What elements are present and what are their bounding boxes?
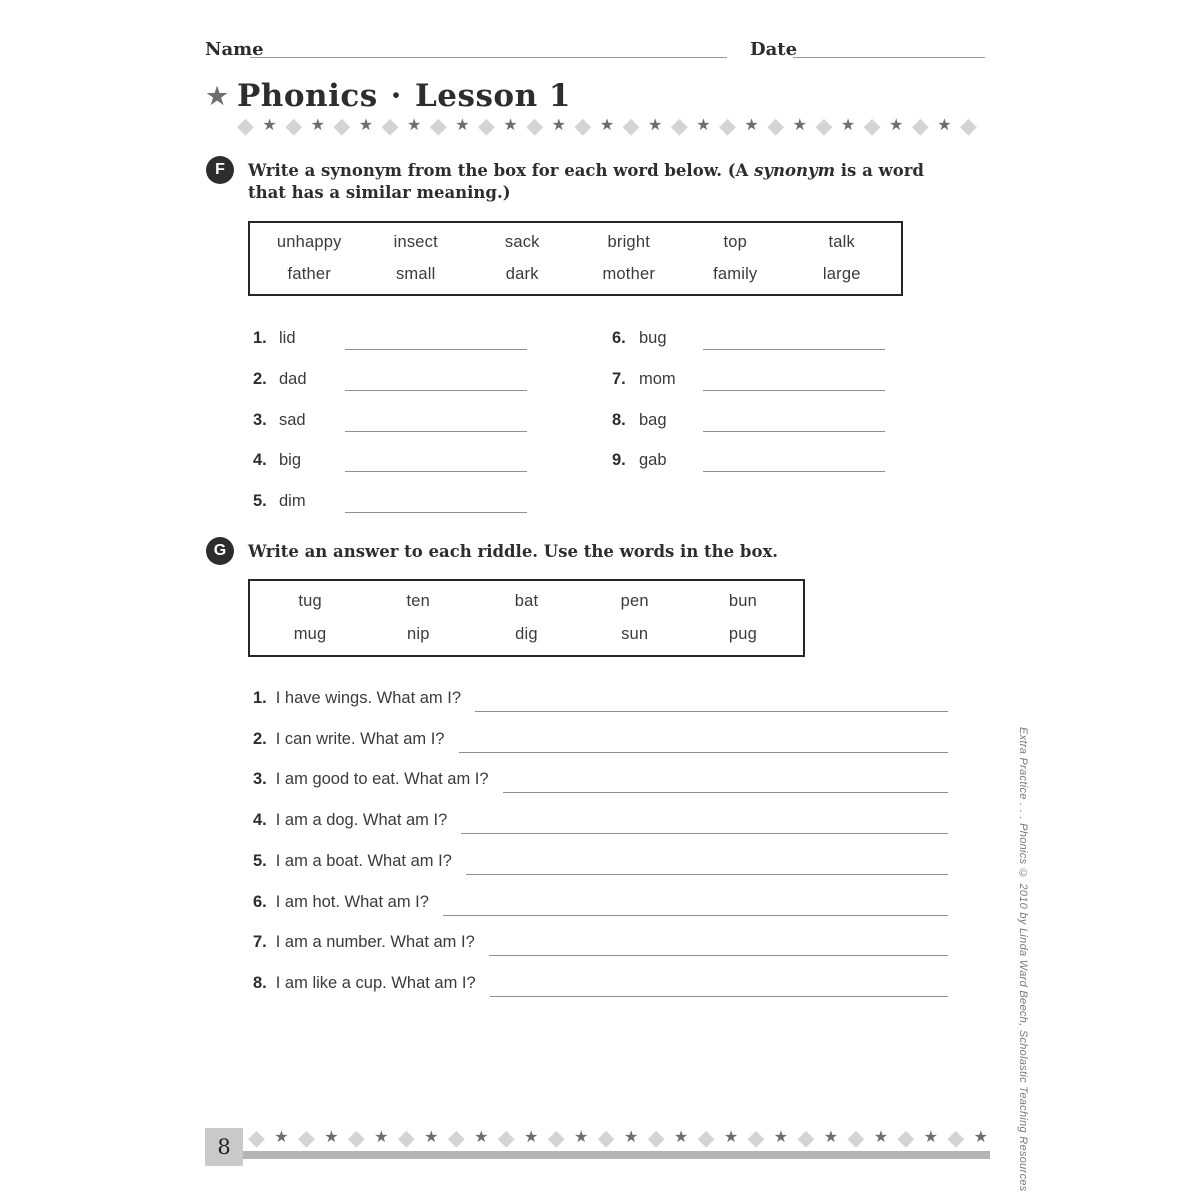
word-box-cell: bat [514,592,539,610]
diamond-icon: ◆ [237,113,254,138]
answer-blank-line [703,411,885,432]
word-box-cell: ten [406,592,431,610]
instruction-italic-word: synonym [754,161,836,180]
star-icon: ★ [551,117,566,134]
answer-blank-line [345,370,527,391]
word-box-cell: talk [828,233,855,252]
riddle-number: 2. [253,730,267,748]
diamond-icon: ◆ [285,113,303,138]
title-decor-row [237,114,977,138]
star-icon: ★ [310,117,325,134]
answer-blank-line [461,814,948,834]
item-word: bag [639,411,667,429]
answer-blank-line [345,411,527,432]
diamond-icon: ◆ [478,113,495,138]
diamond-icon: ◆ [863,113,881,138]
diamond-icon: ◆ [911,113,929,138]
copyright-credit: Extra Practice . . . Phonics © 2010 by Linda Ward Beech, Scholastic Teaching Resources [1017,727,1029,1192]
star-icon: ★ [723,1129,739,1146]
section-f-items-left [253,329,533,539]
item-number: 7. [612,370,626,388]
word-box-cell: unhappy [276,233,342,252]
word-box-cell: father [287,264,331,283]
diamond-icon: ◆ [381,113,399,138]
answer-blank-line [345,492,527,513]
synonym-item [612,451,892,473]
riddle-item [253,730,948,753]
footer-bar [243,1151,990,1159]
riddle-text: I am good to eat. What am I? [275,770,489,788]
word-box-cell: pug [728,625,757,643]
page-title [237,78,571,114]
section-f-items-right [612,329,892,499]
star-icon: ★ [324,1129,339,1146]
word-box-cell: dig [515,625,538,643]
answer-blank-line [703,451,885,472]
diamond-icon: ◆ [647,1125,665,1150]
star-icon: ★ [407,117,422,134]
item-number: 2. [253,370,267,388]
riddle-item [253,974,948,997]
star-icon: ★ [374,1129,389,1146]
riddle-item [253,689,948,712]
item-word: lid [279,329,296,347]
diamond-icon: ◆ [719,113,736,138]
title-star-icon: ★ [205,81,230,111]
star-icon: ★ [840,117,856,134]
synonym-item [612,329,892,351]
diamond-icon: ◆ [897,1125,915,1150]
diamond-icon: ◆ [815,113,833,138]
riddle-item [253,811,948,834]
answer-blank-line [345,451,527,472]
answer-blank-line [489,936,948,956]
diamond-icon: ◆ [547,1125,565,1150]
star-icon: ★ [358,117,374,134]
answer-blank-line [703,329,885,350]
riddle-number: 6. [253,893,267,911]
star-icon: ★ [696,117,711,134]
answer-blank-line [503,773,948,793]
riddle-number: 7. [253,933,267,951]
diamond-icon: ◆ [447,1125,465,1150]
word-box-cell: insect [393,233,438,252]
item-word: sad [279,411,306,429]
item-number: 5. [253,492,267,510]
star-icon: ★ [503,117,518,134]
diamond-icon: ◆ [960,113,977,138]
diamond-icon: ◆ [697,1125,715,1150]
item-number: 9. [612,451,626,469]
word-box-cell: bright [607,233,650,252]
section-g-word-box [248,579,805,657]
section-f-instruction [248,160,933,204]
answer-blank-line [345,329,527,350]
answer-blank-line [466,855,948,875]
star-icon: ★ [599,117,615,134]
item-number: 8. [612,411,626,429]
star-icon: ★ [474,1129,489,1146]
item-word: dim [279,492,306,510]
section-f-word-box [248,221,903,296]
footer-decor-row [248,1126,988,1150]
diamond-icon: ◆ [347,1125,365,1150]
synonym-item [253,451,533,473]
diamond-icon: ◆ [574,113,592,138]
diamond-icon: ◆ [597,1125,615,1150]
star-icon: ★ [792,117,807,134]
diamond-icon: ◆ [947,1125,965,1150]
word-box-cell: sack [504,233,540,252]
title-lesson: Lesson 1 [414,78,571,114]
item-word: gab [639,451,667,469]
riddle-item [253,933,948,956]
diamond-icon: ◆ [333,113,351,138]
star-icon: ★ [262,117,277,134]
riddle-item [253,893,948,916]
word-box-cell: top [723,233,748,252]
riddle-text: I am a number. What am I? [275,933,475,951]
diamond-icon: ◆ [767,113,785,138]
section-g-badge: G [206,537,234,565]
word-box-cell: small [395,264,436,283]
riddle-number: 5. [253,852,267,870]
date-write-in-line [793,40,985,58]
word-box-cell: bun [728,592,757,610]
diamond-icon: ◆ [497,1125,515,1150]
diamond-icon: ◆ [397,1125,415,1150]
riddle-text: I am a dog. What am I? [275,811,448,829]
synonym-item [253,370,533,392]
star-icon: ★ [648,117,663,134]
word-box-cell: tug [298,592,322,610]
answer-blank-line [703,370,885,391]
riddle-item [253,852,948,875]
word-box-cell: mother [602,264,656,283]
synonym-item [253,329,533,351]
item-number: 3. [253,411,267,429]
answer-blank-line [443,896,948,916]
instruction-text: is a word that has a similar meaning.) [248,161,924,202]
word-box-cell: family [713,264,758,283]
date-label: Date [750,39,798,60]
star-icon: ★ [889,117,904,134]
riddle-text: I have wings. What am I? [275,689,462,707]
synonym-item [253,411,533,433]
star-icon: ★ [823,1129,839,1146]
item-word: big [279,451,302,469]
riddle-item [253,770,948,793]
synonym-item [612,411,892,433]
diamond-icon: ◆ [248,1125,265,1150]
star-icon: ★ [923,1129,938,1146]
riddle-text: I am like a cup. What am I? [275,974,476,992]
answer-blank-line [459,733,949,753]
item-number: 6. [612,329,626,347]
diamond-icon: ◆ [622,113,640,138]
instruction-text: Write a synonym from the box for each word below. (A [248,161,755,180]
riddle-number: 3. [253,770,267,788]
star-icon: ★ [573,1129,589,1146]
page-number: 8 [205,1128,243,1166]
title-separator-dot: · [390,78,402,114]
word-box-cell: sun [621,625,649,643]
synonym-item [612,370,892,392]
star-icon: ★ [524,1129,539,1146]
title-phonics: Phonics [237,78,378,114]
diamond-icon: ◆ [847,1125,865,1150]
star-icon: ★ [744,117,759,134]
word-box-cell: mug [293,625,327,643]
answer-blank-line [490,977,948,997]
item-number: 4. [253,451,267,469]
star-icon: ★ [623,1129,639,1146]
star-icon: ★ [937,117,952,134]
star-icon: ★ [873,1129,889,1146]
star-icon: ★ [673,1129,689,1146]
name-label: Name [205,39,264,60]
star-icon: ★ [455,117,470,134]
riddle-text: I am a boat. What am I? [275,852,452,870]
item-word: dad [279,370,307,388]
diamond-icon: ◆ [297,1125,315,1150]
word-box-cell: pen [620,592,649,610]
diamond-icon: ◆ [429,113,447,138]
item-word: bug [639,329,667,347]
star-icon: ★ [773,1129,789,1146]
riddle-text: I am hot. What am I? [275,893,429,911]
diamond-icon: ◆ [797,1125,815,1150]
section-g-instruction: Write an answer to each riddle. Use the words in the box. [248,542,779,561]
diamond-icon: ◆ [670,113,688,138]
star-icon: ★ [973,1129,988,1146]
riddle-number: 8. [253,974,267,992]
synonym-item [253,492,533,514]
answer-blank-line [475,692,948,712]
word-box-cell: dark [505,264,539,283]
riddle-text: I can write. What am I? [275,730,445,748]
star-icon: ★ [424,1129,439,1146]
item-word: mom [639,370,676,388]
item-number: 1. [253,329,267,347]
diamond-icon: ◆ [526,113,544,138]
section-f-badge: F [206,156,234,184]
word-box-cell: nip [406,625,430,643]
star-icon: ★ [274,1129,289,1146]
name-write-in-line [250,40,727,58]
diamond-icon: ◆ [747,1125,765,1150]
riddle-number: 4. [253,811,267,829]
word-box-cell: large [822,264,861,283]
riddle-number: 1. [253,689,267,707]
